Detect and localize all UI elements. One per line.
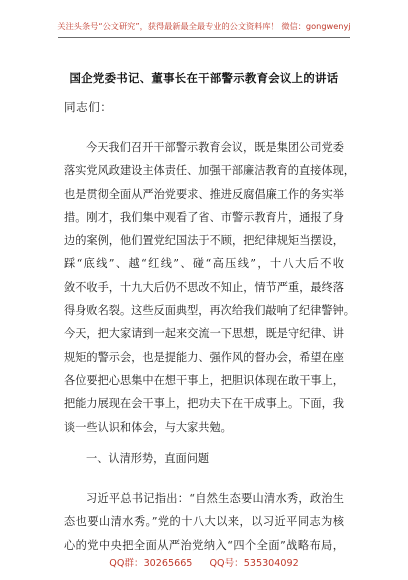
paragraph-line: 态也要山清水秀。”党的十八大以来，以习近平同志为核 (64, 515, 344, 529)
paragraph-line: 谈一些认识和体会，与大家共勉。 (64, 420, 232, 434)
paragraph-line: 落实党风政建设主体责任、加强干部廉洁教育的直接体现， (64, 164, 355, 178)
paragraph-line: 规矩的警示会，也是提能力、强作风的督办会，希望在座 (64, 350, 344, 364)
paragraph-line: 措。刚才，我们集中观看了省、市警示教育片，通报了身 (64, 210, 344, 224)
footer-contact (0, 555, 408, 569)
section-heading: 一、认清形势，直面问题 (86, 452, 210, 465)
salutation: 同志们： (64, 100, 113, 114)
paragraph-line: 把能力展现在会干事上，把功夫下在干成事上。下面，我 (64, 397, 344, 411)
paragraph-line: 得身败名裂。这些反面典型，再次给我们敲响了纪律警钟。 (64, 304, 355, 318)
header-divider (58, 37, 350, 38)
paragraph-line: 心的党中央把全面从严治党纳入“四个全面”战略布局， (64, 538, 344, 552)
paragraph-2 (64, 487, 344, 557)
paragraph-line: 踩“底线”、越“红线”、碰“高压线”，十八大后不收 (64, 257, 344, 271)
footer-qq-group: QQ群：30265665 (109, 558, 193, 569)
paragraph-line: 今天，把大家请到一起来交流一下思想，既是守纪律、讲 (64, 327, 344, 341)
paragraph-1 (64, 136, 355, 439)
document-title: 国企党委书记、董事长在干部警示教育会议上的讲话 (69, 71, 339, 85)
paragraph-line: 各位要把心思集中在想干事上，把胆识体现在敢干事上， (64, 373, 344, 387)
paragraph-line: 也是贯彻全面从严治党要求、推进反腐倡廉工作的务实举 (64, 187, 344, 201)
footer-qq-number: QQ号：535304092 (209, 558, 299, 569)
header-banner: 关注头条号“公文研究”，获得最新最全最专业的公文资料库！ 微信：gongwenyj (57, 21, 351, 31)
paragraph-line: 边的案例，他们置党纪国法于不顾，把纪律规矩当摆设， (64, 234, 344, 248)
paragraph-line: 今天我们召开干部警示教育会议，既是集团公司党委 (86, 141, 344, 154)
paragraph-line: 敛不收手，十九大后仍不思改不知止，情节严重，最终落 (64, 280, 344, 294)
paragraph-line: 习近平总书记指出：“自然生态要山清水秀，政治生 (86, 492, 344, 505)
